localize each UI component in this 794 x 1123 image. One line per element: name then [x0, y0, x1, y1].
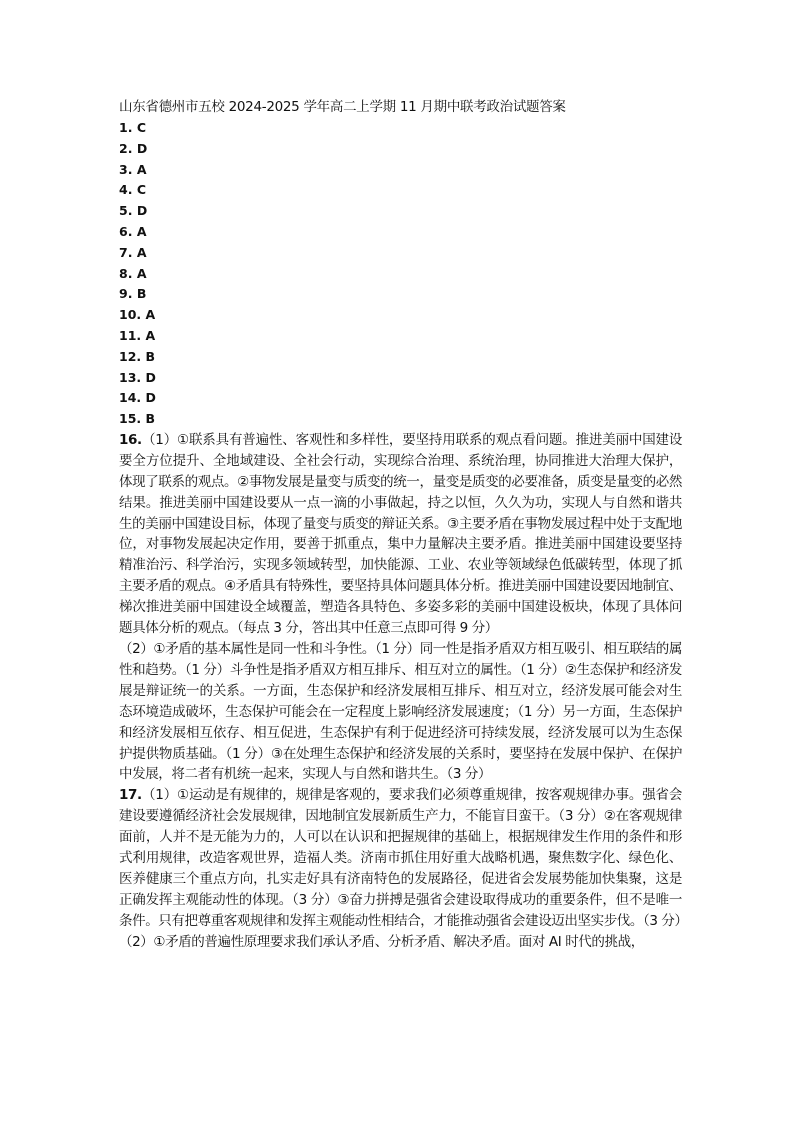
- choice-number: 4.: [119, 182, 133, 198]
- choice-answer: A: [136, 244, 147, 260]
- choice-answer: A: [145, 307, 156, 323]
- choice-answer: D: [145, 369, 156, 385]
- choice-number: 8.: [119, 265, 133, 281]
- choice-answer: A: [136, 223, 147, 239]
- question-17-number: 17.: [119, 787, 142, 804]
- choice-answer: D: [136, 140, 148, 156]
- choice-answer-row: [119, 305, 682, 326]
- question-17-part-1: 17.（1）①运动是有规律的，规律是客观的，要求我们必须尊重规律，按客观规律办事。强省会建设要遵循经济社会发展规律，因地制宜发展新质生产力，不能盲目蛮干。（3 分）②在客观规律面前，人并不是无能为力的，人可以在认识和把握规律的基础上，根据规律发生作用的条件和形式利用规律，改造客观世界，造福人类。济南市抓住用好重大战略机遇，聚焦数字化、绿色化、医养健康三个重点方向，扎实走好具有济南特色的发展路径，促进省会发展势能加快集聚，这是正确发挥主观能动性的体现。（3 分）③奋力拼搏是强省会建设取得成功的重要条件，但不是唯一条件。只有把尊重客观规律和发挥主观能动性相结合，才能推动强省会建设迈出坚实步伐。（3 分）: [119, 787, 688, 929]
- choice-answer-row: [119, 118, 682, 139]
- choice-answer-row: [119, 222, 682, 243]
- choice-number: 1.: [119, 120, 133, 135]
- choice-number: 10.: [119, 307, 142, 323]
- choice-number: 2.: [119, 140, 133, 156]
- choice-answer: C: [136, 120, 146, 135]
- choice-answer-row: [119, 160, 682, 181]
- choice-number: 9.: [119, 286, 133, 302]
- choice-number: 6.: [119, 223, 133, 239]
- choice-answer-row: [119, 388, 682, 409]
- question-16-number: 16.: [119, 431, 142, 448]
- choice-answer: C: [136, 182, 146, 198]
- choice-answer-row: [119, 409, 682, 430]
- document-title: 山东省德州市五校 2024-2025 学年高二上学期 11 月期中联考政治试题答案: [119, 99, 566, 115]
- choice-answer: D: [145, 390, 156, 406]
- choice-answer: A: [136, 161, 147, 177]
- choice-answer-row: [119, 326, 682, 347]
- choice-answer-row: [119, 347, 682, 368]
- document-page: [119, 97, 688, 953]
- choice-answer-row: [119, 368, 682, 389]
- choice-answer-row: [119, 284, 682, 305]
- choice-answer: D: [136, 203, 148, 219]
- choice-number: 5.: [119, 203, 133, 219]
- choice-number: 3.: [119, 161, 133, 177]
- choice-answer-row: [119, 264, 682, 285]
- choice-answer: B: [136, 286, 147, 302]
- choice-number: 12.: [119, 348, 142, 364]
- choice-answer-list: [119, 118, 682, 430]
- choice-number: 7.: [119, 244, 133, 260]
- choice-number: 11.: [119, 327, 142, 343]
- choice-answer: A: [136, 265, 147, 281]
- choice-answer-row: [119, 180, 682, 201]
- question-17-part-2: （2）①矛盾的普遍性原理要求我们承认矛盾、分析矛盾、解决矛盾。面对 AI 时代的挑战，: [119, 933, 644, 950]
- choice-answer-row: [119, 243, 682, 264]
- choice-answer: B: [145, 411, 156, 427]
- choice-answer: A: [145, 327, 156, 343]
- choice-number: 15.: [119, 411, 142, 427]
- choice-number: 14.: [119, 390, 142, 406]
- choice-answer-row: [119, 139, 682, 160]
- question-16-part-2: （2）①矛盾的基本属性是同一性和斗争性。（1 分）同一性是指矛盾双方相互吸引、相互联结的属性和趋势。（1 分）斗争性是指矛盾双方相互排斥、相互对立的属性。（1 分）②生态保护和经济发展是辩证统一的关系。一方面，生态保护和经济发展相互排斥、相互对立，经济发展可能会对生态环境造成破坏，生态保护可能会在一定程度上影响经济发展速度；（1 分）另一方面，生态保护和经济发展相互依存、相互促进，生态保护有利于促进经济可持续发展，经济发展可以为生态保护提供物质基础。（1 分）③在处理生态保护和经济发展的关系时，要坚持在发展中保护、在保护中发展，将二者有机统一起来，实现人与自然和谐共生。（3 分）: [119, 641, 682, 783]
- question-16-part-1: 16.（1）①联系具有普遍性、客观性和多样性，要坚持用联系的观点看问题。推进美丽中国建设要全方位提升、全地域建设、全社会行动，实现综合治理、系统治理，协同推进大治理大保护，体现了联系的观点。②事物发展是量变与质变的统一，量变是质变的必要准备，质变是量变的必然结果。推进美丽中国建设要从一点一滴的小事做起，持之以恒，久久为功，实现人与自然和谐共生的美丽中国建设目标，体现了量变与质变的辩证关系。③主要矛盾在事物发展过程中处于支配地位，对事物发展起决定作用，要善于抓重点，集中力量解决主要矛盾。推进美丽中国建设要坚持精准治污、科学治污，实现多领域转型，加快能源、工业、农业等领域绿色低碳转型，体现了抓主要矛盾的观点。④矛盾具有特殊性，要坚持具体问题具体分析。推进美丽中国建设要因地制宜、梯次推进美丽中国建设全域覆盖，塑造各具特色、多姿多彩的美丽中国建设板块，体现了具体问题具体分析的观点。（每点 3 分，答出其中任意三点即可得 9 分）: [119, 431, 682, 637]
- choice-number: 13.: [119, 369, 142, 385]
- choice-answer: B: [145, 348, 156, 364]
- choice-answer-row: [119, 201, 682, 222]
